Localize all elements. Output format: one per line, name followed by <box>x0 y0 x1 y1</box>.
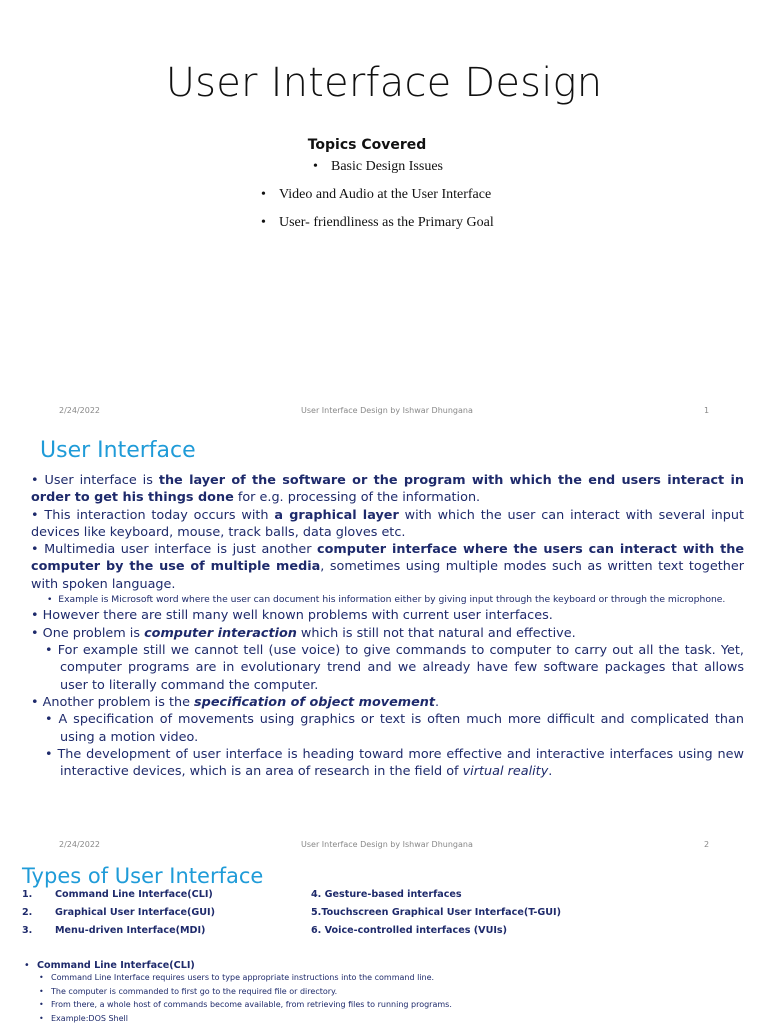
footer-page-number: 1 <box>704 406 710 415</box>
bullet: • <box>313 159 318 174</box>
paragraph: • However there are still many well known problems with current user interfaces. <box>31 608 553 624</box>
list-item: 2. Graphical User Interface(GUI) <box>22 907 216 918</box>
list-item: 6. Voice-controlled interfaces (VUIs) <box>311 925 508 936</box>
cli-heading: • Command Line Interface(CLI) <box>24 960 195 971</box>
paragraph: • User interface is the layer of the software or the program with which the end users interact in order to get his things done for e.g. processing of the information. <box>31 473 744 506</box>
sub-bullet: • For example still we cannot tell (use voice) to give commands to computer to carry out all the task. Yet, computer programs are in evolutionary trend and we already have few software packages that allows user to literally command the computer. <box>45 643 744 693</box>
paragraph: • This interaction today occurs with a graphical layer with which the user can interact with several input devices like keyboard, mouse, track balls, data gloves etc. <box>31 507 744 540</box>
cli-item: • From there, a whole host of commands become available, from retrieving files to running programs. <box>24 998 452 1012</box>
topic-item: • Basic Design Issues <box>313 159 443 174</box>
list-item: 5.Touchscreen Graphical User Interface(T-GUI) <box>311 907 561 918</box>
bullet: • <box>261 187 266 202</box>
cli-item: • The computer is commanded to first go to the required file or directory. <box>24 985 452 999</box>
cli-section <box>24 960 452 1024</box>
slide-2-body <box>31 472 744 780</box>
footer-page-number: 2 <box>704 840 710 849</box>
sub-bullet: • Example is Microsoft word where the user can document his information either by giving input through the keyboard or through the microphone. <box>47 594 726 606</box>
slide-2-title: User Interface <box>40 438 196 463</box>
ui-types-list-left <box>22 889 215 943</box>
footer-date: 2/24/2022 <box>59 406 101 415</box>
topic-item: • Video and Audio at the User Interface <box>261 187 492 202</box>
topic-item: • User- friendliness as the Primary Goal <box>261 215 494 230</box>
bullet: • <box>261 215 266 230</box>
sub-bullet: • A specification of movements using graphics or text is often much more difficult and complicated than using a motion video. <box>45 712 744 745</box>
slide-3 <box>0 860 768 1024</box>
slide-3-title: Types of User Interface <box>22 864 264 888</box>
footer-title: User Interface Design by Ishwar Dhungana <box>301 840 473 849</box>
paragraph: • Multimedia user interface is just another computer interface where the users can interact with the computer by the use of multiple media, sometimes using multiple modes such as written text together with spoken language. <box>31 542 745 592</box>
footer-date: 2/24/2022 <box>59 840 101 849</box>
paragraph: • One problem is computer interaction which is still not that natural and effective. <box>31 625 576 641</box>
sub-bullet: • The development of user interface is heading toward more effective and interactive interfaces using new interactive devices, which is an area of research in the field of virtual reality. <box>45 746 744 780</box>
slide-1 <box>0 0 768 428</box>
list-item: 1. Command Line Interface(CLI) <box>22 889 213 900</box>
slide-1-subtitle: Topics Covered <box>307 137 427 153</box>
list-item: 3. Menu-driven Interface(MDI) <box>22 925 206 936</box>
footer-title: User Interface Design by Ishwar Dhungana <box>301 406 473 415</box>
paragraph: • Another problem is the specification of object movement. <box>31 694 440 710</box>
ui-types-list-right <box>311 889 561 943</box>
cli-item: • Example:DOS Shell <box>24 1012 452 1024</box>
cli-item: • Command Line Interface requires users to type appropriate instructions into the command line. <box>24 971 452 985</box>
list-item: 4. Gesture-based interfaces <box>311 889 462 900</box>
slide-2 <box>0 428 768 860</box>
slide-1-title: User Interface Design <box>165 60 603 106</box>
